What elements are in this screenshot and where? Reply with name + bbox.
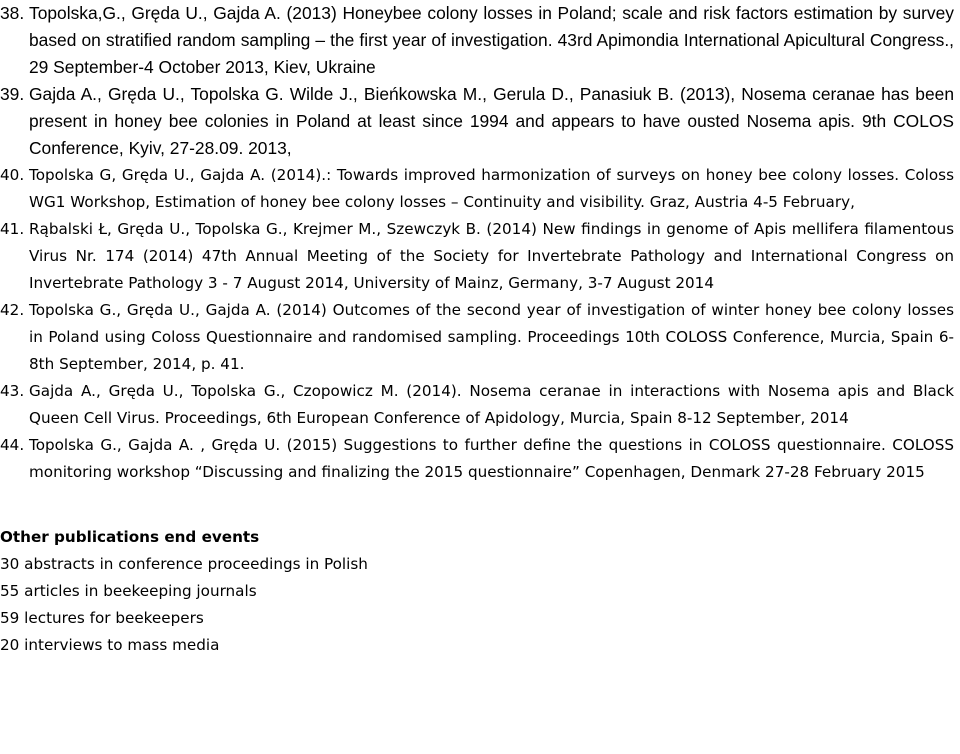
reference-item bbox=[0, 0, 960, 81]
reference-number: 40. bbox=[0, 166, 25, 184]
reference-text: Topolska,G., Gręda U., Gajda A. (2013) Honeybee colony losses in Poland; scale and risk factors estimation by survey based on stratified random sampling – the first year of investigation. 43rd Apimondia International Apicultural Congress., 29 September-4 October 2013, Kiev, Ukraine bbox=[29, 3, 954, 77]
reference-item bbox=[0, 297, 960, 378]
reference-item bbox=[0, 162, 960, 216]
list-item: 59 lectures for beekeepers bbox=[0, 609, 204, 627]
reference-text: Rąbalski Ł, Gręda U., Topolska G., Krejmer M., Szewczyk B. (2014) New findings in genome of Apis mellifera filamentous Virus Nr. 174 (2014) 47th Annual Meeting of the Society for Invertebrate Pathology and International Congress on Invertebrate Pathology 3 - 7 August 2014, University of Mainz, Germany, 3-7 August 2014 bbox=[29, 220, 954, 292]
reference-text: Topolska G., Gajda A. , Gręda U. (2015) Suggestions to further define the questions in COLOSS questionnaire. COLOSS monitoring workshop “Discussing and finalizing the 2015 questionnaire” Copenhagen, Denmark 27-28 February 2015 bbox=[29, 436, 954, 481]
other-publications-list bbox=[0, 551, 960, 659]
reference-item bbox=[0, 432, 960, 486]
reference-item bbox=[0, 216, 960, 297]
reference-number: 41. bbox=[0, 220, 25, 238]
reference-item bbox=[0, 378, 960, 432]
reference-text: Gajda A., Gręda U., Topolska G. Wilde J., Bieńkowska M., Gerula D., Panasiuk B. (2013), Nosema ceranae has been present in honey bee colonies in Poland at least since 1994 and appears to have ousted Nosema apis. 9th COLOS Conference, Kyiv, 27-28.09. 2013, bbox=[29, 84, 954, 158]
section-heading: Other publications end events bbox=[0, 528, 260, 546]
other-publications-section bbox=[0, 524, 960, 659]
reference-text: Topolska G., Gręda U., Gajda A. (2014) Outcomes of the second year of investigation of winter honey bee colony losses in Poland using Coloss Questionnaire and randomised sampling. Proceedings 10th COLOSS Conference, Murcia, Spain 6-8th September, 2014, p. 41. bbox=[29, 301, 954, 373]
list-item: 55 articles in beekeeping journals bbox=[0, 582, 257, 600]
reference-text: Gajda A., Gręda U., Topolska G., Czopowicz M. (2014). Nosema ceranae in interactions with Nosema apis and Black Queen Cell Virus. Proceedings, 6th European Conference of Apidology, Murcia, Spain 8-12 September, 2014 bbox=[29, 382, 954, 427]
reference-number: 38. bbox=[0, 3, 25, 23]
reference-number: 44. bbox=[0, 436, 25, 454]
reference-number: 39. bbox=[0, 84, 25, 104]
reference-number: 43. bbox=[0, 382, 25, 400]
list-item: 30 abstracts in conference proceedings in Polish bbox=[0, 555, 368, 573]
reference-text: Topolska G, Gręda U., Gajda A. (2014).: Towards improved harmonization of surveys on honey bee colony losses. Coloss WG1 Workshop, Estimation of honey bee colony losses – Continuity and visibility. Graz, Austria 4-5 February, bbox=[29, 166, 954, 211]
reference-number: 42. bbox=[0, 301, 25, 319]
reference-item bbox=[0, 81, 960, 162]
list-item: 20 interviews to mass media bbox=[0, 636, 220, 654]
